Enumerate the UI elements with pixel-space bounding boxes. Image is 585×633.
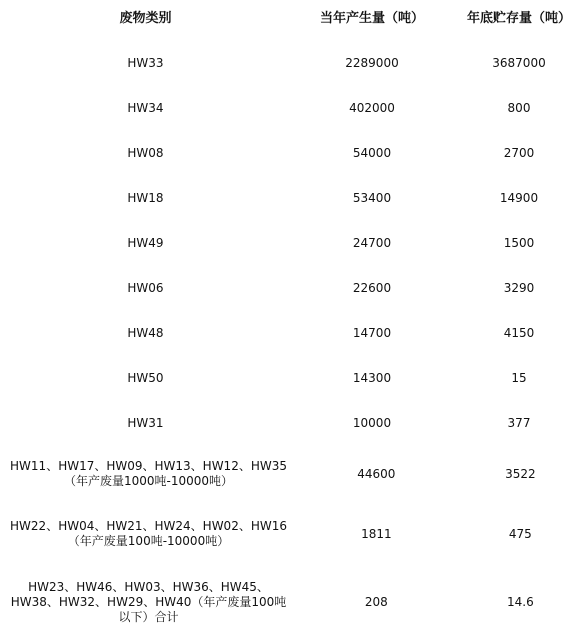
year-end-storage-cell: 800 [507,100,531,115]
year-end-storage-cell: 475 [508,526,532,541]
annual-production-cell: 402000 [349,100,395,115]
annual-production-cell: 14300 [352,370,392,385]
annual-production-cell: 10000 [352,415,392,430]
waste-category-cell: HW49 [127,235,164,250]
table-row [0,95,585,121]
table-row [0,185,585,211]
table-row [0,275,585,301]
year-end-storage-cell: 4150 [503,325,535,340]
table-row [0,455,585,493]
year-end-storage-cell: 14900 [499,190,539,205]
annual-production-cell: 14700 [352,325,392,340]
waste-category-cell: HW22、HW04、HW21、HW24、HW02、HW16（年产废量100吨-10000吨） [10,519,287,548]
year-end-storage-cell: 3522 [505,466,536,481]
year-end-storage-cell: 2700 [503,145,535,160]
annual-production-cell: 22600 [352,280,392,295]
waste-category-cell: HW06 [127,280,164,295]
waste-category-cell: HW08 [127,145,164,160]
table-row [0,365,585,391]
table-row [0,515,585,553]
table-row [0,320,585,346]
annual-production-cell: 24700 [352,235,392,250]
year-end-storage-cell: 3687000 [492,55,546,70]
annual-production-cell: 2289000 [345,55,399,70]
waste-category-cell: HW23、HW46、HW03、HW36、HW45、HW38、HW32、HW29、HW40（年产废量100吨以下）合计 [10,579,287,624]
annual-production-cell: 208 [364,594,388,609]
annual-production-cell: 53400 [352,190,392,205]
year-end-storage-cell: 15 [511,370,527,385]
table-row [0,410,585,436]
waste-category-cell: HW33 [127,55,164,70]
waste-category-cell: HW48 [127,325,164,340]
annual-production-cell: 1811 [361,526,392,541]
header-annual-production: 当年产生量（吨） [319,10,424,26]
year-end-storage-cell: 3290 [503,280,535,295]
year-end-storage-cell: 1500 [503,235,535,250]
waste-category-cell: HW31 [127,415,164,430]
table-row [0,576,585,628]
table-row [0,140,585,166]
table-row [0,230,585,256]
waste-category-cell: HW18 [127,190,164,205]
annual-production-cell: 44600 [357,466,396,481]
header-waste-category: 废物类别 [119,10,172,26]
year-end-storage-cell: 14.6 [506,594,534,609]
annual-production-cell: 54000 [352,145,392,160]
year-end-storage-cell: 377 [507,415,531,430]
waste-category-cell: HW50 [127,370,164,385]
table-header-row [0,4,585,32]
table-row [0,50,585,76]
waste-category-cell: HW11、HW17、HW09、HW13、HW12、HW35（年产废量1000吨-10000吨） [10,459,287,488]
header-year-end-storage: 年底贮存量（吨） [466,10,571,26]
waste-category-cell: HW34 [127,100,164,115]
